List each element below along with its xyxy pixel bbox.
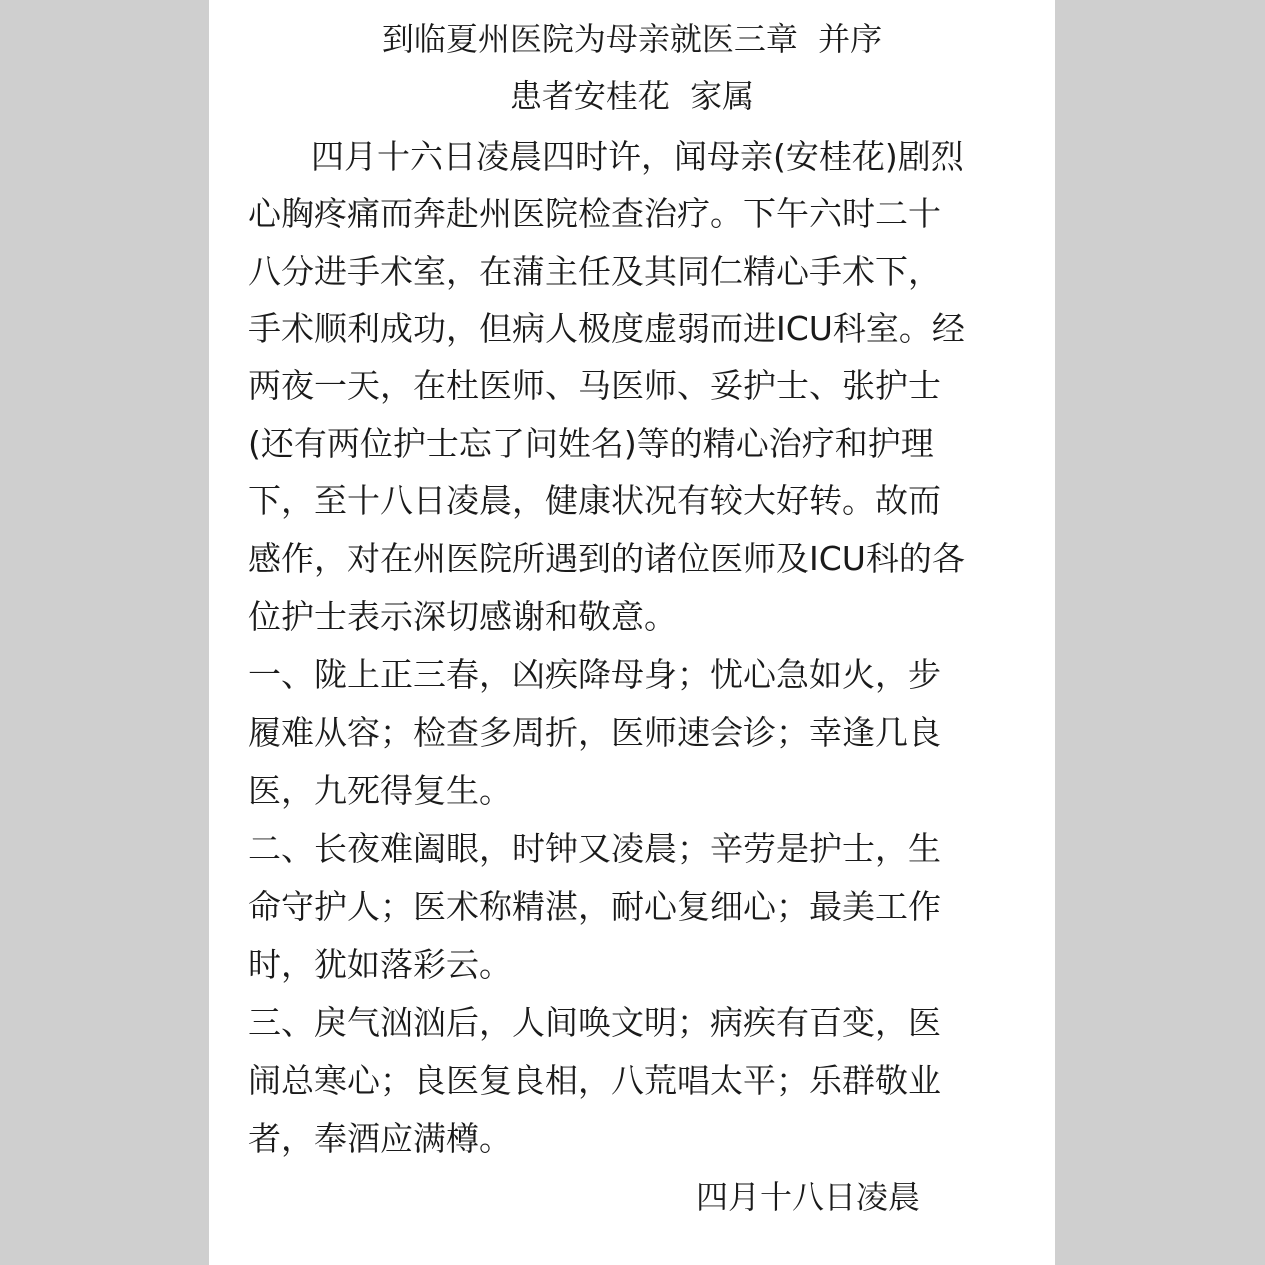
document-page: [209, 0, 1055, 1265]
document-title: 到临夏州医院为母亲就医三章 并序: [381, 20, 883, 58]
poem-line: 履难从容；检查多周折，医师速会诊；幸逢几良: [248, 713, 941, 752]
body-line: (还有两位护士忘了问姓名)等的精心治疗和护理: [248, 424, 934, 463]
poem-line: 医，九死得复生。: [248, 771, 512, 810]
document-subtitle: 患者安桂花 家属: [509, 77, 755, 115]
body-line: 两夜一天，在杜医师、马医师、妥护士、张护士: [248, 366, 941, 405]
poem-line: 时，犹如落彩云。: [248, 945, 512, 984]
body-line: 位护士表示深切感谢和敬意。: [248, 597, 677, 636]
poem-line: 三、戾气汹汹后，人间唤文明；病疾有百变，医: [248, 1003, 941, 1042]
body-line: 八分进手术室，在蒲主任及其同仁精心手术下，: [248, 252, 941, 291]
body-line: 感作，对在州医院所遇到的诸位医师及ICU科的各: [248, 539, 965, 578]
body-line: 手术顺利成功，但病人极度虚弱而进ICU科室。经: [248, 309, 965, 348]
body-line: 四月十六日凌晨四时许，闻母亲(安桂花)剧烈: [248, 137, 964, 176]
poem-line: 闹总寒心；良医复良相，八荒唱太平；乐群敬业: [248, 1061, 941, 1100]
poem-line: 一、陇上正三春，凶疾降母身；忧心急如火，步: [248, 655, 941, 694]
poem-line: 命守护人；医术称精湛，耐心复细心；最美工作: [248, 887, 941, 926]
body-line: 心胸疼痛而奔赴州医院检查治疗。下午六时二十: [248, 194, 941, 233]
poem-line: 者，奉酒应满樽。: [248, 1119, 512, 1158]
body-line: 下，至十八日凌晨，健康状况有较大好转。故而: [248, 481, 941, 520]
signature-date: 四月十八日凌晨: [696, 1178, 921, 1216]
poem-line: 二、长夜难阖眼，时钟又凌晨；辛劳是护士，生: [248, 829, 941, 868]
